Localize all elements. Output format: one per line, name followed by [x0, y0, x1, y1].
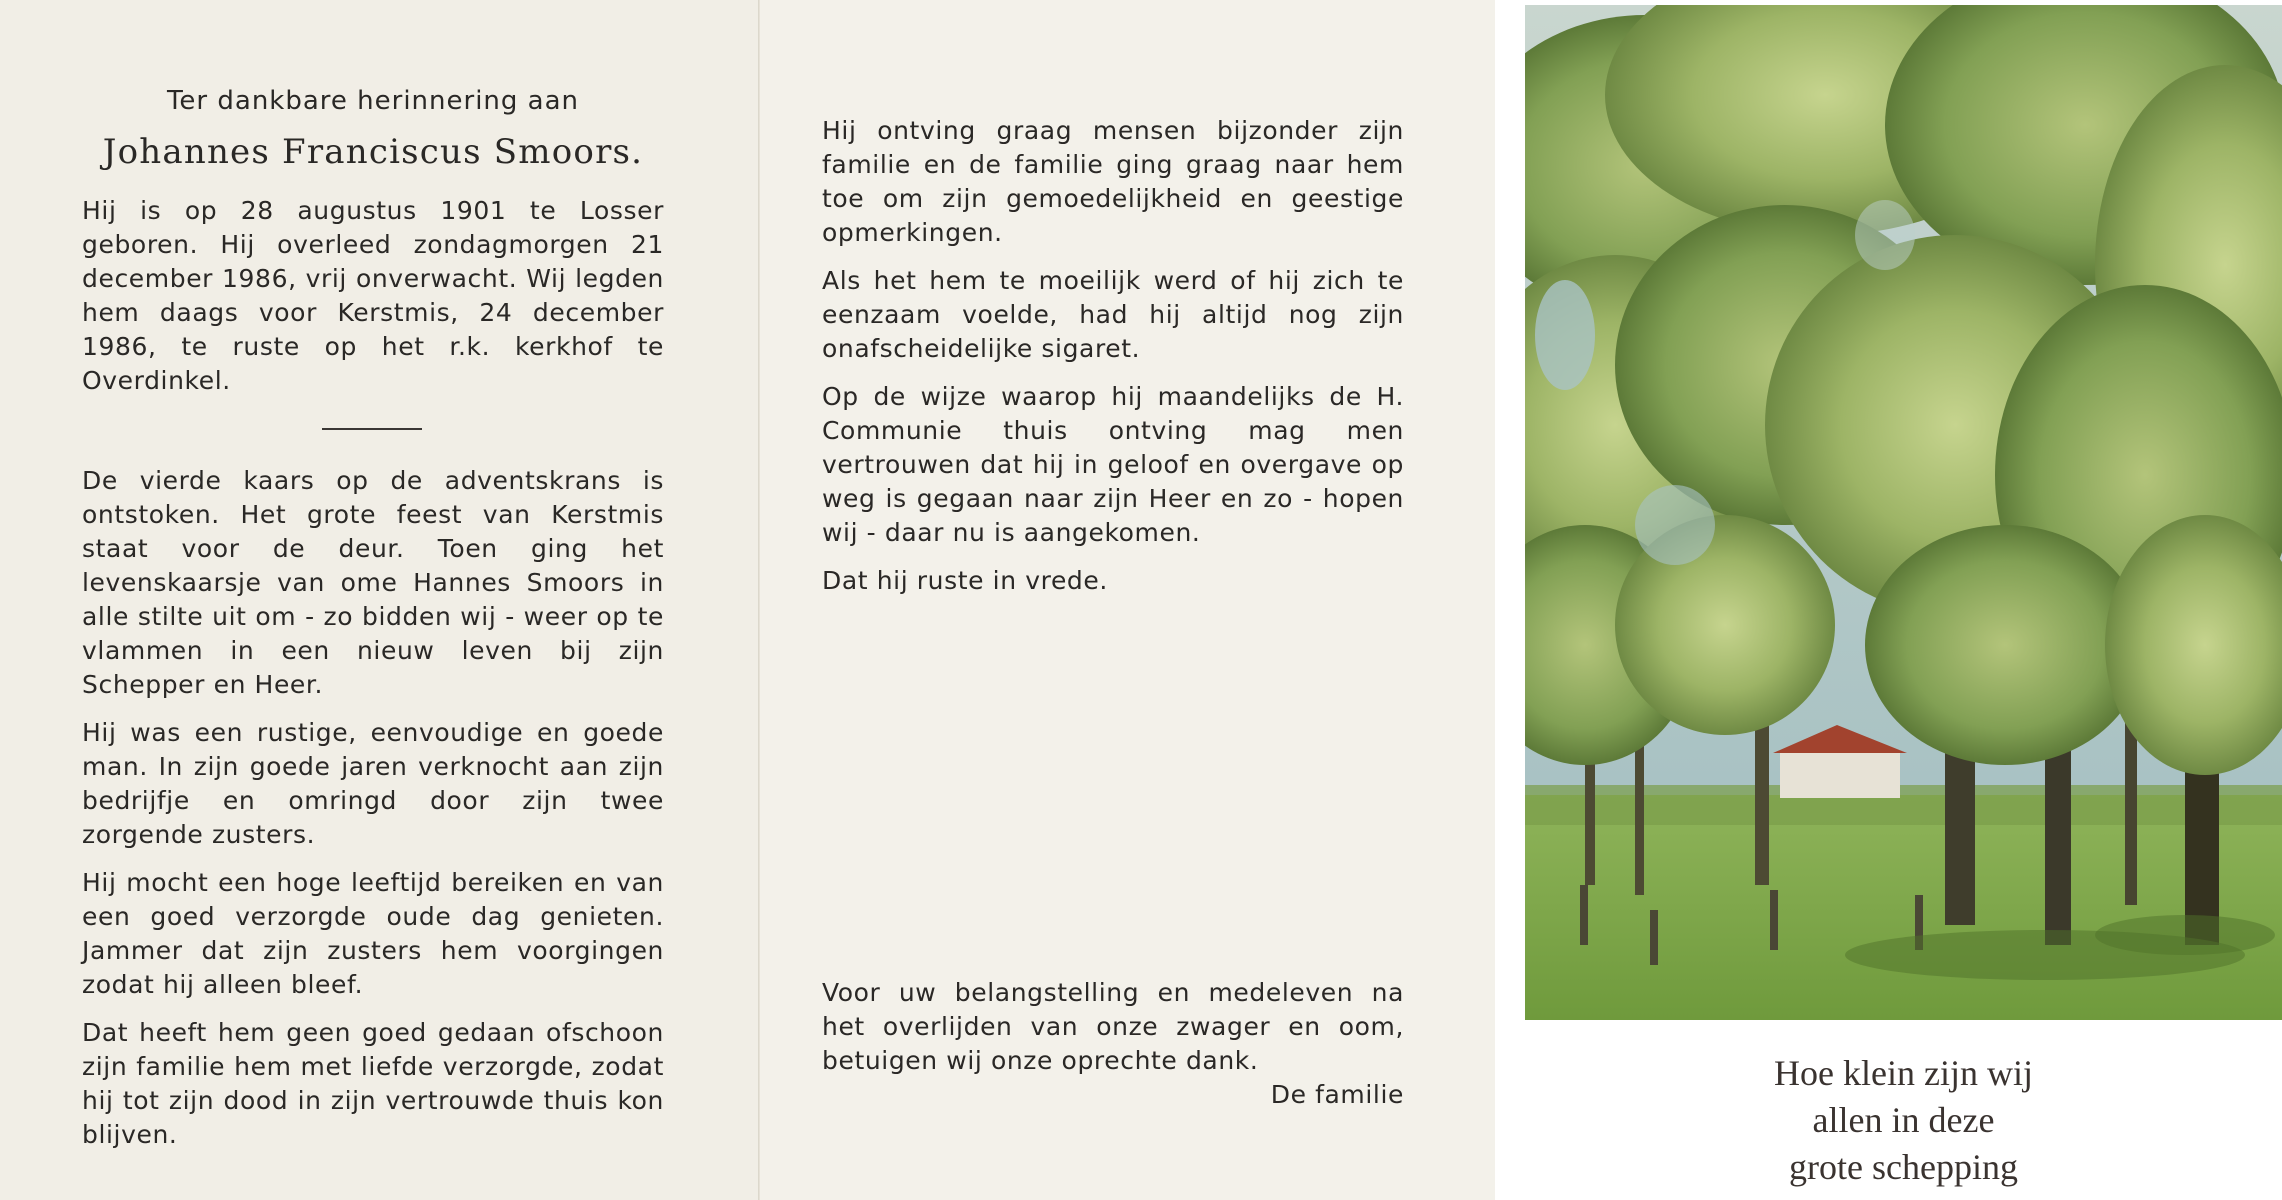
middle-paragraph: Dat hij ruste in vrede. — [822, 566, 1108, 595]
family-signature: De familie — [1270, 1080, 1404, 1109]
remembrance-paragraph: Hij was een rustige, eenvoudige en goede man. In zijn goede jaren verknocht aan zijn bedrijfje en omringd door zijn twee zorgende zusters. — [82, 718, 664, 849]
fold-line — [758, 0, 760, 1200]
caption-text — [1525, 1050, 2282, 1191]
middle-paragraph: Als het hem te moeilijk werd of hij zich te eenzaam voelde, had hij altijd nog zijn onafscheidelijke sigaret. — [822, 266, 1404, 363]
deceased-name: Johannes Franciscus Smoors. — [102, 132, 644, 172]
thanks-text: Voor uw belangstelling en medeleven na het overlijden van onze zwager en oom, betuigen wij onze oprechte dank. — [822, 978, 1404, 1075]
memorial-intro: Ter dankbare herinnering aan — [166, 86, 580, 116]
caption-line: Hoe klein zijn wij — [1774, 1053, 2033, 1093]
caption-line: allen in deze — [1812, 1100, 1995, 1140]
caption-area — [1525, 1020, 2282, 1200]
remembrance-block — [82, 464, 664, 1166]
thanks-block — [822, 976, 1404, 1112]
biography-paragraph: Hij is op 28 augustus 1901 te Losser geboren. Hij overleed zondagmorgen 21 december 1986, vrij onverwacht. Wij legden hem daags voor Kerstmis, 24 december 1986, te ruste op het r.k. kerkhof te Overdinkel. — [82, 196, 664, 395]
middle-text-block — [822, 114, 1404, 612]
remembrance-paragraph: De vierde kaars op de adventskrans is ontstoken. Het grote feest van Kerstmis staat voor de deur. Toen ging het levenskaarsje van ome Hannes Smoors in alle stilte uit om - zo bidden wij - weer op te vlammen in een nieuw leven bij zijn Schepper en Heer. — [82, 466, 664, 699]
remembrance-paragraph: Dat heeft hem geen goed gedaan ofschoon zijn familie hem met liefde verzorgde, zodat hij tot zijn dood in zijn vertrouwde thuis kon blijven. — [82, 1018, 664, 1149]
trees-meadow-illustration — [1525, 5, 2282, 1020]
section-divider — [322, 428, 422, 430]
landscape-photo — [1525, 5, 2282, 1020]
biography-block — [82, 194, 664, 412]
middle-paragraph: Hij ontving graag mensen bijzonder zijn familie en de familie ging graag naar hem toe om zijn gemoedelijkheid en geestige opmerkingen. — [822, 116, 1404, 247]
caption-line: grote schepping — [1789, 1147, 2018, 1187]
middle-paragraph: Op de wijze waarop hij maandelijks de H. Communie thuis ontving mag men vertrouwen dat hij in geloof en overgave op weg is gegaan naar zijn Heer en zo - hopen wij - daar nu is aangekomen. — [822, 382, 1404, 547]
remembrance-paragraph: Hij mocht een hoge leeftijd bereiken en van een goed verzorgde oude dag genieten. Jammer dat zijn zusters hem voorgingen zodat hij alleen bleef. — [82, 868, 664, 999]
